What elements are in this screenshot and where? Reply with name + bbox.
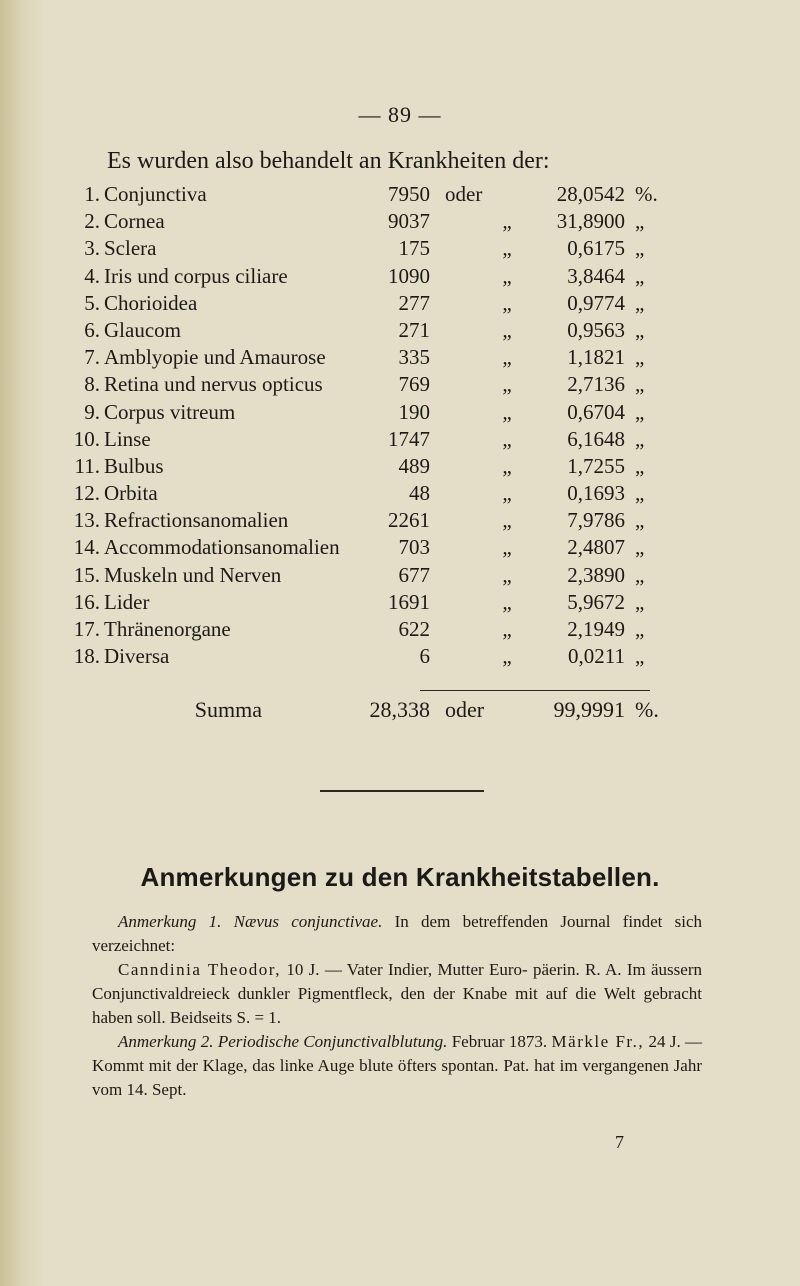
disease-name: Linse — [104, 426, 151, 451]
connector: „ — [502, 426, 512, 451]
disease-name: Glaucom — [104, 317, 181, 342]
row-number: 7. — [84, 345, 100, 370]
unit: „ — [635, 617, 645, 641]
unit: „ — [635, 345, 645, 370]
row-number: 5. — [84, 290, 100, 315]
connector: „ — [502, 290, 512, 315]
percentage: 5,9672 — [567, 589, 625, 614]
case-count: 190 — [398, 399, 430, 424]
summary-connector: oder — [445, 697, 485, 722]
case-count: 9037 — [388, 209, 430, 234]
disease-name: Amblyopie und Amaurose — [104, 345, 326, 370]
row-number: 13. — [73, 508, 100, 533]
percentage: 1,7255 — [567, 453, 625, 478]
connector: oder — [445, 182, 483, 206]
row-number: 14. — [73, 535, 100, 560]
note-1-label: Anmerkung 1. — [118, 912, 222, 931]
case-count: 175 — [398, 236, 430, 261]
table-row — [0, 563, 800, 590]
disease-name: Retina und nervus opticus — [104, 372, 323, 397]
unit: „ — [635, 372, 645, 397]
row-number: 12. — [73, 481, 100, 506]
note-1 — [92, 910, 702, 958]
disease-name: Thränenorgane — [104, 617, 231, 641]
connector: „ — [502, 372, 512, 397]
table-row — [0, 644, 800, 671]
unit: „ — [635, 453, 645, 478]
connector: „ — [502, 209, 512, 234]
case-count: 277 — [398, 290, 430, 315]
summary-unit: %. — [635, 697, 659, 722]
note-2-body: 24 J. — Kommt mit der Klage, das linke Auge blute öfters spontan. Pat. hat im vergangenen Jahr vom 14. Sept. — [92, 1032, 703, 1099]
disease-name: Diversa — [104, 644, 170, 669]
row-number: 10. — [73, 426, 100, 451]
connector: „ — [502, 617, 512, 641]
percentage: 0,9774 — [567, 290, 625, 315]
disease-name: Iris und corpus ciliare — [104, 263, 288, 288]
signature-mark: 7 — [615, 1132, 624, 1152]
note-2-text: Februar 1873. — [451, 1032, 548, 1051]
case-count: 6 — [419, 644, 430, 669]
table-row — [0, 236, 800, 263]
percentage: 2,7136 — [567, 372, 625, 397]
percentage: 0,1693 — [567, 481, 625, 506]
percentage: 28,0542 — [556, 182, 625, 206]
unit: „ — [635, 562, 645, 587]
sum-rule — [420, 690, 650, 691]
case-count: 1090 — [388, 263, 430, 288]
row-number: 3. — [84, 236, 100, 261]
percentage: 0,6175 — [567, 236, 625, 261]
connector: „ — [502, 399, 512, 424]
case-count: 48 — [409, 481, 430, 506]
table-row — [0, 481, 800, 508]
unit: „ — [635, 535, 645, 560]
summary-count: 28,338 — [369, 697, 430, 722]
case-count: 769 — [398, 372, 430, 397]
unit: „ — [635, 589, 645, 614]
table-row — [0, 318, 800, 345]
row-number: 11. — [74, 453, 100, 478]
unit: „ — [635, 481, 645, 506]
note-2-patient: Märkle Fr., — [551, 1032, 645, 1051]
row-number: 9. — [84, 399, 100, 424]
unit: „ — [635, 426, 645, 451]
row-number: 17. — [73, 617, 100, 641]
table-row — [0, 535, 800, 562]
summary-label: Summa — [194, 697, 262, 722]
disease-name: Muskeln und Nerven — [104, 562, 282, 587]
table-row — [0, 427, 800, 454]
percentage: 0,9563 — [567, 317, 625, 342]
note-1-entry — [92, 958, 702, 1030]
percentage: 7,9786 — [567, 508, 625, 533]
connector: „ — [502, 644, 512, 669]
case-count: 1747 — [388, 426, 430, 451]
case-count: 703 — [398, 535, 430, 560]
disease-name: Refractionsanomalien — [104, 508, 289, 533]
case-count: 2261 — [388, 508, 430, 533]
case-count: 271 — [398, 317, 430, 342]
table-row — [0, 345, 800, 372]
unit: „ — [635, 236, 645, 261]
percentage: 2,1949 — [567, 617, 625, 641]
connector: „ — [502, 453, 512, 478]
case-count: 1691 — [388, 589, 430, 614]
connector: „ — [502, 508, 512, 533]
row-number: 18. — [73, 644, 100, 669]
percentage: 0,0211 — [568, 644, 625, 669]
table-row — [0, 182, 800, 209]
connector: „ — [502, 263, 512, 288]
table-row — [0, 291, 800, 318]
notes-heading: Anmerkungen zu den Krankheitstabellen. — [140, 862, 660, 892]
unit: „ — [635, 399, 645, 424]
case-count: 335 — [398, 345, 430, 370]
summary-percent: 99,9991 — [553, 697, 625, 722]
note-1-body: 10 J. — Vater Indier, Mutter Euro- päerin. R. A. Im äussern Conjunctivaldreieck dunkler Pigmentfleck, den der Knabe mit auf die Welt gebracht haben soll. Beidseits S. = 1. — [92, 960, 702, 1027]
connector: „ — [502, 562, 512, 587]
connector: „ — [502, 535, 512, 560]
table-row — [0, 590, 800, 617]
disease-name: Lider — [104, 589, 150, 614]
note-2-label: Anmerkung 2. — [118, 1032, 214, 1051]
unit: „ — [635, 263, 645, 288]
case-count: 489 — [398, 453, 430, 478]
case-count: 622 — [398, 617, 430, 641]
table-row — [0, 617, 800, 644]
table-row — [0, 372, 800, 399]
table-row — [0, 209, 800, 236]
percentage: 31,8900 — [556, 209, 625, 234]
disease-name: Corpus vitreum — [104, 399, 236, 424]
row-number: 6. — [84, 317, 100, 342]
unit: „ — [635, 290, 645, 315]
row-number: 2. — [84, 209, 100, 234]
disease-name: Conjunctiva — [104, 182, 207, 206]
row-number: 16. — [73, 589, 100, 614]
disease-name: Accommodationsanomalien — [104, 535, 340, 560]
case-count: 7950 — [388, 182, 430, 206]
connector: „ — [502, 236, 512, 261]
disease-name: Chorioidea — [104, 290, 198, 315]
percentage: 6,1648 — [567, 426, 625, 451]
connector: „ — [502, 345, 512, 370]
table-row — [0, 454, 800, 481]
percentage: 0,6704 — [567, 399, 625, 424]
case-count: 677 — [398, 562, 430, 587]
row-number: 15. — [73, 562, 100, 587]
note-1-title: Nævus conjunctivae. — [233, 912, 383, 931]
unit: „ — [635, 644, 645, 669]
notes-body — [92, 910, 702, 1102]
connector: „ — [502, 589, 512, 614]
percentage: 2,4807 — [567, 535, 625, 560]
table-row — [0, 264, 800, 291]
connector: „ — [502, 317, 512, 342]
table-row — [0, 400, 800, 427]
disease-name: Sclera — [104, 236, 157, 261]
disease-name: Orbita — [104, 481, 158, 506]
unit: „ — [635, 209, 645, 234]
percentage: 3,8464 — [567, 263, 625, 288]
note-2 — [92, 1030, 702, 1102]
row-number: 8. — [84, 372, 100, 397]
disease-name: Cornea — [104, 209, 165, 234]
note-2-title: Periodische Conjunctivalblutung. — [217, 1032, 448, 1051]
page-number: — 89 — — [358, 102, 442, 127]
disease-name: Bulbus — [104, 453, 164, 478]
disease-table — [0, 182, 800, 671]
intro-sentence: Es wurden also behandelt an Krankheiten der: — [107, 148, 550, 174]
summary-row — [0, 697, 800, 727]
row-number: 1. — [84, 182, 100, 206]
note-1-text: In dem betreffenden Journal findet sich verzeichnet: — [92, 912, 703, 955]
row-number: 4. — [84, 263, 100, 288]
unit: „ — [635, 317, 645, 342]
connector: „ — [502, 481, 512, 506]
percentage: 1,1821 — [567, 345, 625, 370]
unit: „ — [635, 508, 645, 533]
unit: %. — [635, 182, 658, 206]
section-divider — [320, 790, 484, 792]
percentage: 2,3890 — [567, 562, 625, 587]
note-1-patient: Canndinia Theodor, — [118, 960, 282, 979]
table-row — [0, 508, 800, 535]
